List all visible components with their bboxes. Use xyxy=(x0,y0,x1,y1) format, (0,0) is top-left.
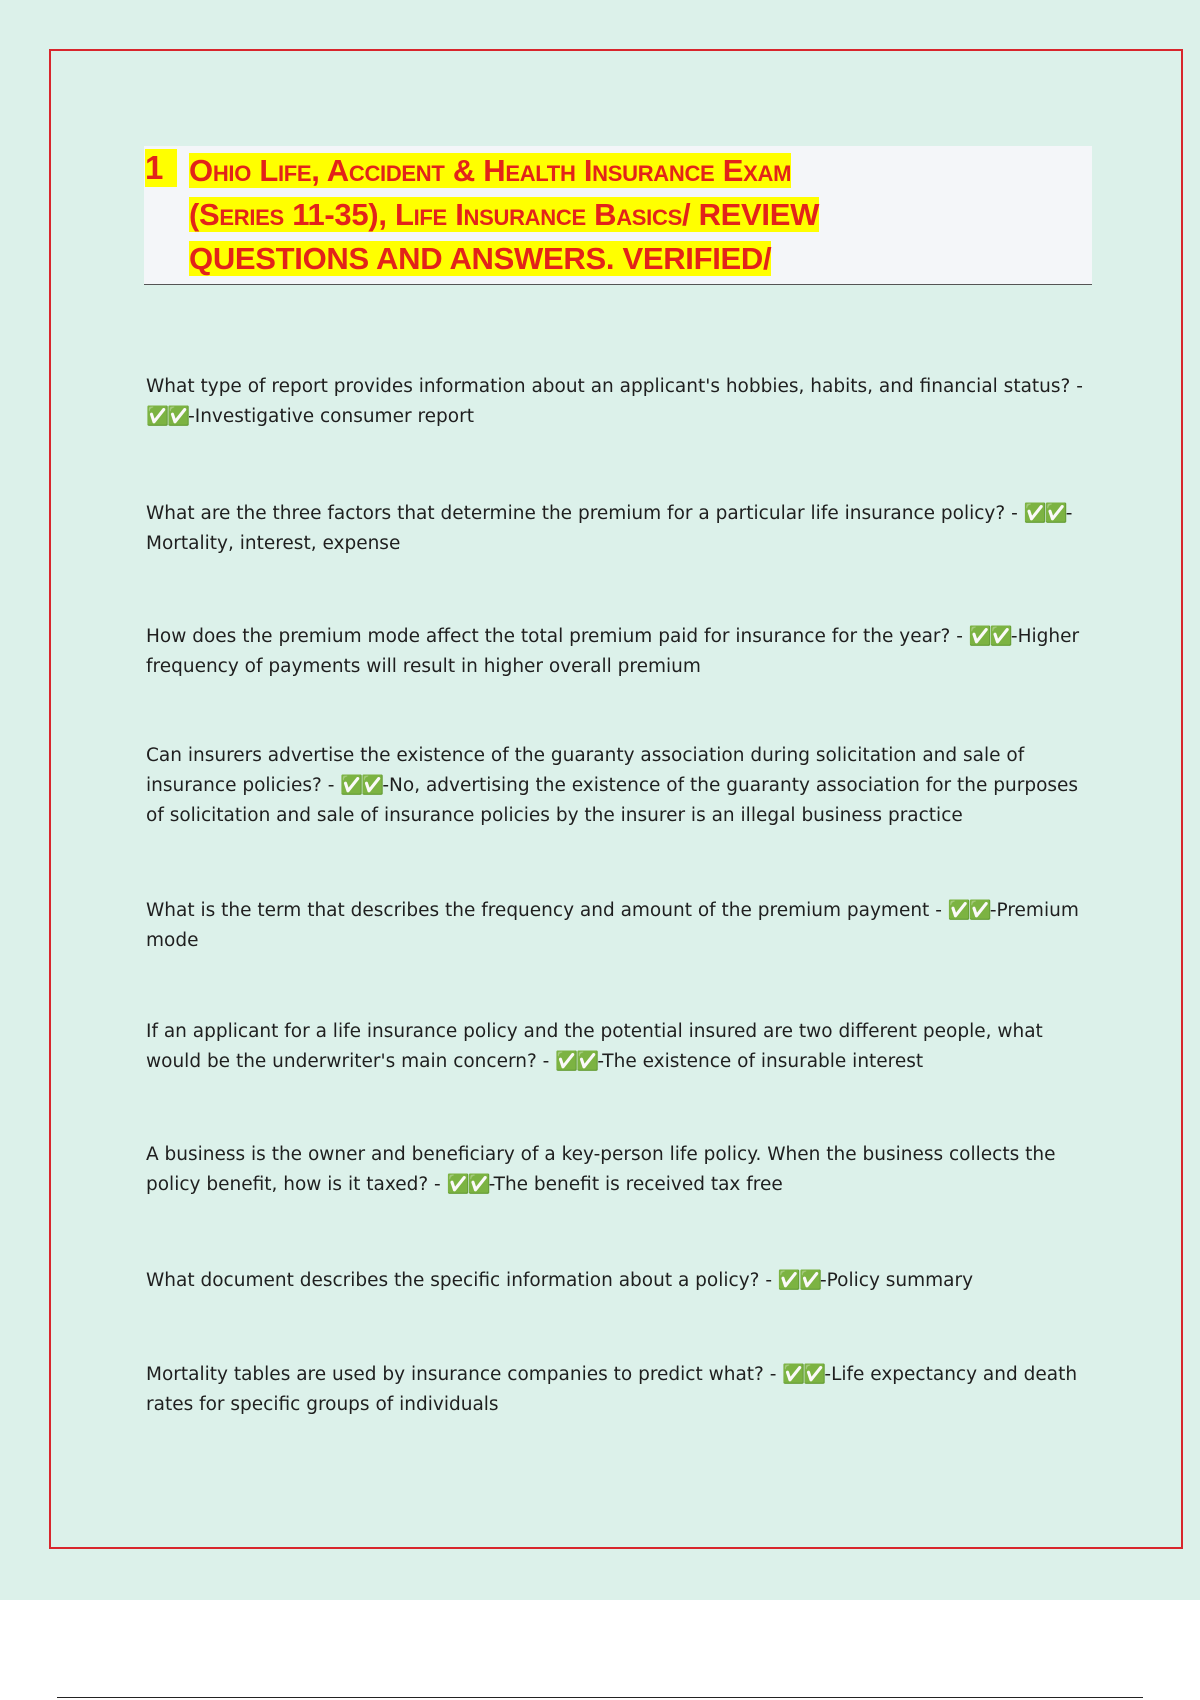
double-check-icon: ✅✅ xyxy=(555,1051,598,1072)
qa-item xyxy=(146,741,1096,831)
question-text: What is the term that describes the frequency and amount of the premium payment - xyxy=(146,900,942,921)
heading-number: 1 xyxy=(145,149,177,187)
answer-text: -Premium mode xyxy=(146,900,1079,951)
answer-text: -Investigative consumer report xyxy=(188,406,474,427)
qa-item xyxy=(146,1360,1096,1420)
title-line-1: Ohio Life, Accident & Health Insurance Exam xyxy=(189,153,792,188)
double-check-icon: ✅✅ xyxy=(777,1270,820,1291)
answer-text: -The existence of insurable interest xyxy=(597,1051,924,1072)
qa-item xyxy=(146,896,1096,956)
double-check-icon: ✅✅ xyxy=(1023,503,1066,524)
qa-item xyxy=(146,622,1096,682)
double-check-icon: ✅✅ xyxy=(782,1364,825,1385)
answer-text: -The benefit is received tax free xyxy=(488,1174,783,1195)
qa-item xyxy=(146,1140,1096,1200)
qa-item xyxy=(146,1017,1096,1077)
question-text: Can insurers advertise the existence of the guaranty association during solicitation and sale of insurance policies? - xyxy=(146,745,1025,796)
qa-item xyxy=(146,372,1096,432)
qa-item xyxy=(146,499,1096,559)
answer-text: -Policy summary xyxy=(820,1270,974,1291)
question-text: Mortality tables are used by insurance companies to predict what? - xyxy=(146,1364,777,1385)
double-check-icon: ✅✅ xyxy=(146,406,189,427)
answer-text: -Mortality, interest, expense xyxy=(146,503,1073,554)
document-title-block xyxy=(144,146,1092,285)
answer-text: -Life expectancy and death rates for specific groups of individuals xyxy=(146,1364,1078,1415)
double-check-icon: ✅✅ xyxy=(947,900,990,921)
title-line-2: (Series 11-35), Life Insurance Basics/ REVIEW xyxy=(189,197,820,232)
question-text: What are the three factors that determine the premium for a particular life insurance policy? - xyxy=(146,503,1018,524)
question-text: What document describes the specific information about a policy? - xyxy=(146,1270,773,1291)
answer-text: -Higher frequency of payments will result in higher overall premium xyxy=(146,626,1080,677)
document-title xyxy=(189,149,1069,281)
question-text: How does the premium mode affect the total premium paid for insurance for the year? - xyxy=(146,626,963,647)
double-check-icon: ✅✅ xyxy=(968,626,1011,647)
question-text: If an applicant for a life insurance policy and the potential insured are two different people, what would be the underwriter's main concern? - xyxy=(146,1021,1043,1072)
question-text: What type of report provides information about an applicant's hobbies, habits, and financial status? - xyxy=(146,376,1083,397)
double-check-icon: ✅✅ xyxy=(446,1174,489,1195)
answer-text: -No, advertising the existence of the guaranty association for the purposes of solicitation and sale of insurance policies by the insurer is an illegal business practice xyxy=(146,775,1079,826)
question-text: A business is the owner and beneficiary of a key-person life policy. When the business collects the policy benefit, how is it taxed? - xyxy=(146,1144,1056,1195)
footer-rule xyxy=(57,1697,1143,1698)
double-check-icon: ✅✅ xyxy=(340,775,383,796)
qa-item xyxy=(146,1266,1096,1296)
title-line-3: QUESTIONS AND ANSWERS. VERIFIED/ xyxy=(189,241,772,276)
